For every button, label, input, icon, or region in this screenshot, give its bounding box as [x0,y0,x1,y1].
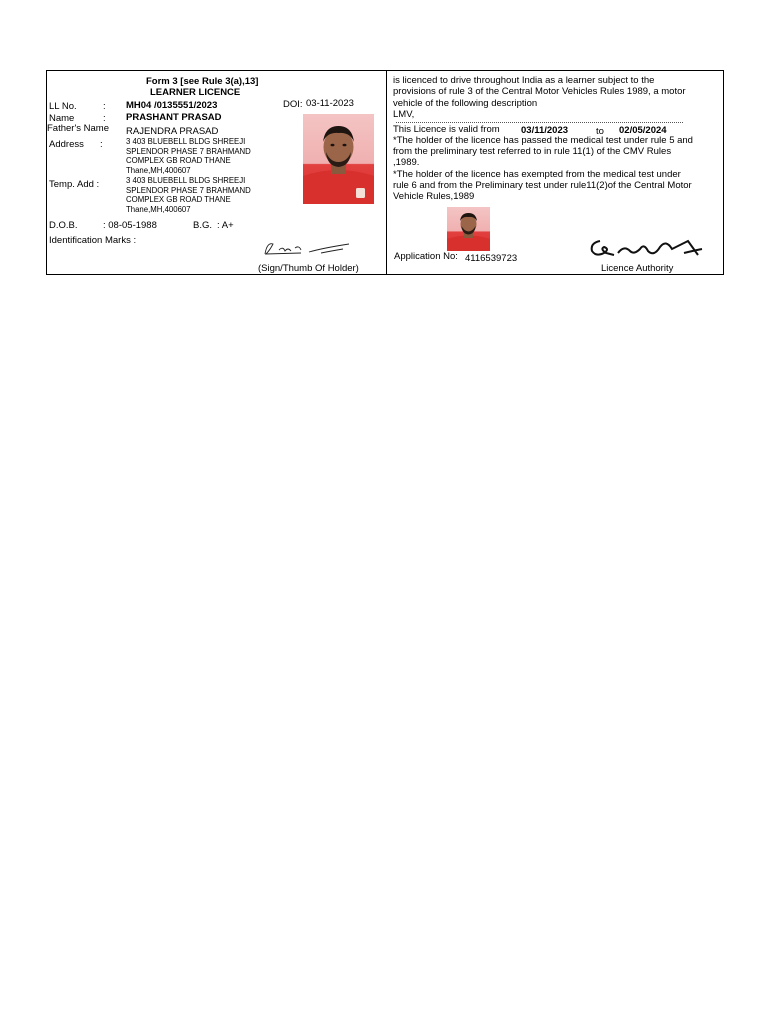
form-title: Form 3 [see Rule 3(a),13] [146,76,259,87]
address-line: 3 403 BLUEBELL BLDG SHREEJI [126,137,246,146]
address-label: Address [49,139,84,150]
doi-label: DOI: [283,99,303,110]
holder-photo-small [447,207,490,251]
exempt-note-line: rule 6 and from the Preliminary test under rule11(2)of the Central Motor [393,180,692,191]
application-number: 4116539723 [465,253,518,264]
temp-address-line: Thane,MH,400607 [126,204,191,214]
form-subtitle: LEARNER LICENCE [150,87,241,98]
valid-label: This Licence is valid from [393,124,500,135]
medical-note-line: from the preliminary test referred to in rule 11(1) of the CMV Rules [393,146,672,157]
holder-photo [303,114,374,204]
holder-sign-caption: (Sign/Thumb Of Holder) [258,263,359,274]
name-label: Name [49,113,75,124]
ll-label: LL No. [49,101,77,112]
vehicle-class: LMV, [393,109,415,120]
learner-licence-card [46,70,724,275]
intro-line: vehicle of the following description [393,98,538,109]
holder-name: PRASHANT PRASAD [126,112,222,123]
intro-line: is licenced to drive throughout India as a learner subject to the [393,75,655,86]
temp-address-label: Temp. Add : [49,179,100,190]
dob-value: : 08-05-1988 [103,220,157,231]
doi-value: 03-11-2023 [306,98,354,109]
dob-label: D.O.B. [49,220,78,231]
name-colon: : [103,113,106,124]
blood-group-value: : A+ [217,220,234,231]
exempt-note-line: *The holder of the licence has exempted from the medical test under [393,169,681,180]
valid-to-label: to [596,126,604,137]
address-line: SPLENDOR PHASE 7 BRAHMAND [126,146,251,156]
exempt-note-line: Vehicle Rules,1989 [393,191,475,202]
card-divider [386,71,387,274]
temp-address-line: COMPLEX GB ROAD THANE [126,195,231,204]
dotted-line [396,122,683,123]
blood-group-label: B.G. [193,220,213,231]
address-colon: : [100,139,103,150]
father-label: Father's Name [47,123,110,134]
valid-from: 03/11/2023 [521,125,569,136]
temp-address-line: SPLENDOR PHASE 7 BRAHMAND [126,185,251,195]
medical-note-line: *The holder of the licence has passed the medical test under rule 5 and [393,135,693,146]
ll-number: MH04 /0135551/2023 [126,100,218,111]
intro-line: provisions of rule 3 of the Central Motor Vehicles Rules 1989, a motor [393,86,686,97]
address-line: COMPLEX GB ROAD THANE [126,156,231,165]
authority-caption: Licence Authority [601,263,674,274]
ll-colon: : [103,101,106,112]
application-label: Application No: [394,251,458,262]
valid-to: 02/05/2024 [619,125,667,136]
father-name: RAJENDRA PRASAD [126,126,219,137]
medical-note-line: ,1989. [393,157,420,168]
address-line: Thane,MH,400607 [126,165,191,175]
authority-signature [588,235,713,261]
holder-signature [261,238,353,260]
identification-marks-label: Identification Marks : [49,235,137,246]
temp-address-line: 3 403 BLUEBELL BLDG SHREEJI [126,176,246,185]
